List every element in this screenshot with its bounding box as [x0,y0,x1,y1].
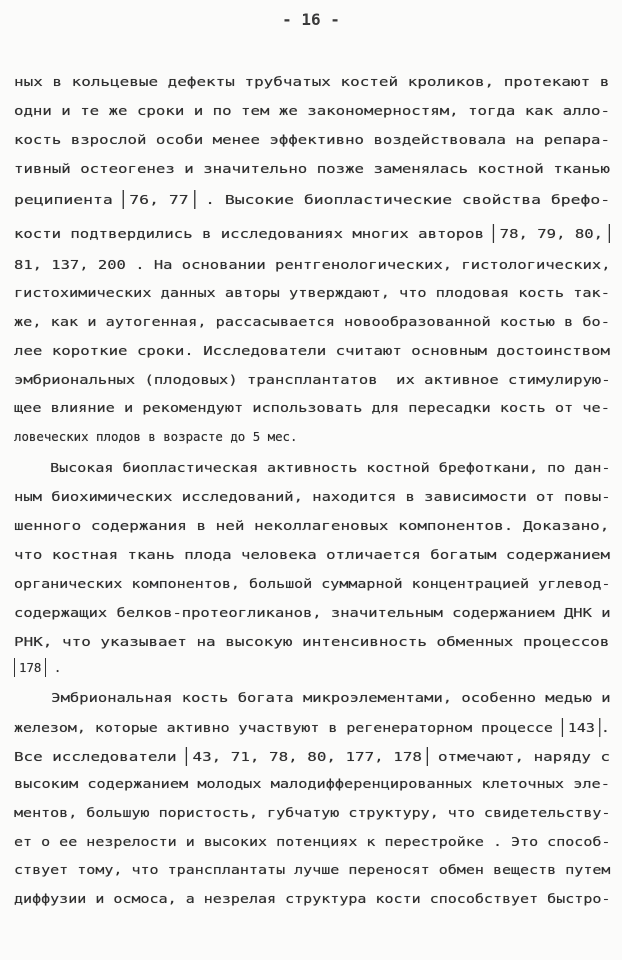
line-text: шенного содержания в ней неколлагеновых компонентов. Доказано, [14,518,610,533]
text-line [14,161,610,177]
line-text: тивный остеогенез и значительно позже заменялась костной тканью [14,161,610,176]
line-text: эмбриональных (плодовых) трансплантатов их активное стимулирую- [14,372,611,387]
line-text: кости подтвердились в исследованиях многих авторов [14,226,494,241]
text-line [14,605,611,621]
line-text: органических компонентов, большой суммарной концентрацией углевод- [14,576,611,591]
text-line [14,103,610,119]
line-text: же, как и аутогенная, рассасывается новообразованной костью в бо- [14,314,610,329]
line-text: гистохимических данных авторы утверждают, что плодовая кость так- [14,285,610,300]
text-line [14,891,610,907]
text-line [14,776,610,792]
text-line [14,343,610,359]
text-line [14,862,610,878]
line-text: щее влияние и рекомендуют использовать для пересадки кость от че- [14,400,610,415]
line-text: . Высокие биопластические свойства брефо- [195,192,611,207]
line-text: что костная ткань плода человека отличается богатым содержанием [14,547,610,562]
line-text: содержащих белков-протеогликанов, значительным содержанием ДНК и [14,605,611,620]
text-line [14,576,610,592]
text-line [14,132,610,148]
line-text: отмечают, наряду с [428,749,611,764]
text-line [14,314,610,330]
text-line [14,372,611,388]
text-line [14,460,610,476]
line-text: ных в кольцевые дефекты трубчатых костей кроликов, протекают в [14,74,610,89]
text-line [14,429,297,445]
text-line [14,805,610,821]
line-text: реципиента [14,192,123,207]
text-line [14,718,610,737]
line-text: ет о ее незрелости и высоких потенциях к перестройке . Это способ- [14,834,611,849]
line-text: диффузии и осмоса, а незрелая структура кости способствует быстро- [14,891,611,906]
text-line [14,400,610,416]
line-text: Все исследователи [14,749,187,764]
text-line [14,634,609,650]
line-text: Высокая биопластическая активность костной брефоткани, по дан- [14,460,611,475]
line-text: ным биохимических исследований, находится в зависимости от повы- [14,489,611,504]
text-line [14,747,610,766]
text-line [14,690,611,706]
line-text: ментов, большую пористость, губчатую структуру, что свидетельству- [14,805,611,820]
text-line [14,834,610,850]
citation-bracket: 76, 77 [123,190,196,209]
citation-bracket: 178 [14,658,46,677]
citation-bracket: 43, 71, 78, 80, 177, 178 [186,747,428,766]
line-text: высоким содержанием молодых малодифференцированных клеточных эле- [14,776,610,791]
text-line [14,285,610,301]
citation-bracket: 143 [562,718,601,737]
text-line [14,224,609,243]
page-number: - 16 - [282,10,340,29]
line-text: . [600,720,610,735]
text-line [14,489,611,505]
line-text: ствует тому, что трансплантаты лучше переносят обмен веществ путем [14,862,611,877]
text-line [14,257,611,273]
text-line [14,518,609,534]
line-text: Эмбриональная кость богата микроэлементами, особенно медью и [14,690,611,705]
line-text: кость взрослой особи менее эффективно воздействовала на репара- [14,132,610,147]
citation-bracket: 78, 79, 80, [493,224,609,243]
text-line [14,658,61,677]
line-text: лее короткие сроки. Исследователи считают основным достоинством [14,343,610,358]
line-text: ловеческих плодов в возрасте до 5 мес. [14,429,298,444]
text-line [14,190,610,209]
line-text: . [46,660,62,675]
line-text: одни и те же сроки и по тем же закономерностям, тогда как алло- [14,103,610,118]
line-text: 81, 137, 200 [14,257,126,272]
text-line [14,74,609,90]
line-text: железом, которые активно участвуют в регенераторном процессе [14,720,562,735]
text-line [14,547,610,563]
line-text: РНК, что указывает на высокую интенсивность обменных процессов [14,634,610,649]
line-text: . На основании рентгенологических, гистологических, [125,257,611,272]
